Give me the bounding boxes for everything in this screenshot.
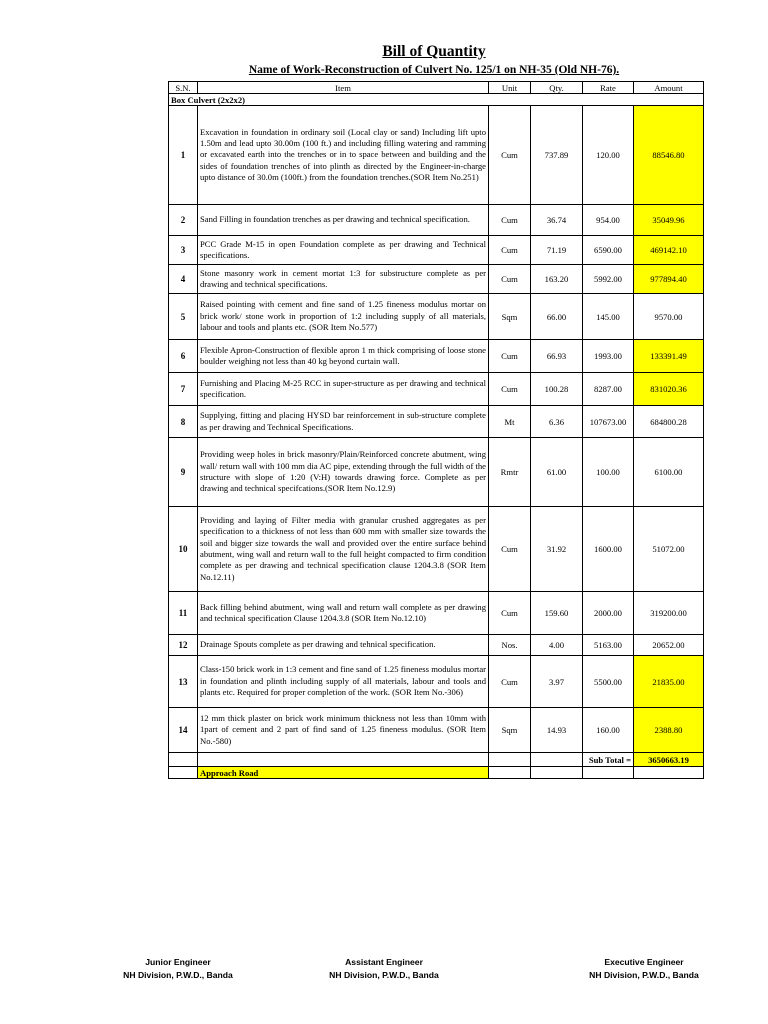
row-qty: 66.93 [531, 340, 583, 373]
row-rate: 954.00 [583, 205, 634, 236]
signature-office: NH Division, P.W.D., Banda [329, 970, 439, 981]
document-title: Bill of Quantity [382, 43, 486, 60]
row-amount: 9570.00 [634, 294, 704, 340]
row-rate: 160.00 [583, 708, 634, 753]
row-qty: 100.28 [531, 373, 583, 406]
row-rate: 107673.00 [583, 406, 634, 438]
row-unit: Cum [489, 340, 531, 373]
row-amount: 20652.00 [634, 635, 704, 656]
row-qty: 66.00 [531, 294, 583, 340]
table-row [169, 438, 704, 507]
signature-office: NH Division, P.W.D., Banda [123, 970, 233, 981]
row-unit: Cum [489, 592, 531, 635]
row-unit: Sqm [489, 708, 531, 753]
row-unit: Cum [489, 507, 531, 592]
row-qty: 6.36 [531, 406, 583, 438]
table-row [169, 106, 704, 205]
subtotal-label: Sub Total = [583, 753, 634, 767]
row-sn: 12 [169, 635, 198, 656]
row-sn: 1 [169, 106, 198, 205]
signature-title: Junior Engineer [145, 957, 211, 967]
row-sn: 8 [169, 406, 198, 438]
row-sn: 5 [169, 294, 198, 340]
subtotal-row [169, 753, 704, 767]
row-sn: 11 [169, 592, 198, 635]
subtotal-value: 3650663.19 [634, 753, 704, 767]
row-amount: 977894.40 [634, 265, 704, 294]
row-amount: 88546.80 [634, 106, 704, 205]
row-item-description: Raised pointing with cement and fine sand of 1.25 fineness modulus mortar on brick work/ stone work in proportion of 1:2 including supply of all materials, labour and tools and plants etc. (SOR Item No.577) [198, 294, 489, 340]
table-row [169, 406, 704, 438]
col-header-unit: Unit [489, 82, 531, 94]
row-qty: 61.00 [531, 438, 583, 507]
approach-road-label: Approach Road [198, 767, 489, 779]
col-header-qty: Qty. [531, 82, 583, 94]
row-amount: 319200.00 [634, 592, 704, 635]
row-item-description: Providing weep holes in brick masonry/Plain/Reinforced concrete abutment, wing wall/ return wall with 100 mm dia AC pipe, extending through the full width of the structure with slope of 1:20 (V:H) towards drawing force. Complete as per drawing and technical specifcations.(SOR Item No.12.9) [198, 438, 489, 507]
row-rate: 5500.00 [583, 656, 634, 708]
row-sn: 14 [169, 708, 198, 753]
table-row [169, 265, 704, 294]
row-item-description: Excavation in foundation in ordinary soil (Local clay or sand) Including lift upto 1.50m and lead upto 30.00m (100 ft.) and including filling watering and ramming or excavated earth into the trenches or in to space between and building and the sides of foundation trenches of into plinth as directed by the Engineer-in-charge upto distance of 30.0m (100ft.) from the foundation trenches.(SOR Item No.251) [198, 106, 489, 205]
row-item-description: Stone masonry work in cement mortat 1:3 for substructure complete as per drawing and technical specifications. [198, 265, 489, 294]
row-amount: 2388.80 [634, 708, 704, 753]
table-row [169, 656, 704, 708]
row-rate: 1600.00 [583, 507, 634, 592]
col-header-item: Item [198, 82, 489, 94]
empty-cell [489, 753, 531, 767]
table-row [169, 635, 704, 656]
row-qty: 31.92 [531, 507, 583, 592]
row-unit: Cum [489, 106, 531, 205]
row-unit: Cum [489, 236, 531, 265]
row-item-description: Class-150 brick work in 1:3 cement and fine sand of 1.25 fineness modulus mortar in foundation and plinth including supply of all materials, labour and tools and plants etc. Required for proper completion of the work. (SOR Item No.-306) [198, 656, 489, 708]
row-amount: 35049.96 [634, 205, 704, 236]
row-sn: 7 [169, 373, 198, 406]
row-unit: Cum [489, 205, 531, 236]
row-unit: Sqm [489, 294, 531, 340]
table-row [169, 507, 704, 592]
row-amount: 133391.49 [634, 340, 704, 373]
row-rate: 6590.00 [583, 236, 634, 265]
row-rate: 5992.00 [583, 265, 634, 294]
col-header-amount: Amount [634, 82, 704, 94]
row-item-description: Back filling behind abutment, wing wall and return wall complete as per drawing and technical specification Clause 1204.3.8 (SOR Item No.12.10) [198, 592, 489, 635]
row-item-description: Sand Filling in foundation trenches as per drawing and technical specification. [198, 205, 489, 236]
row-item-description: Supplying, fitting and placing HYSD bar reinforcement in sub-structure complete as per drawing and Technical Specifications. [198, 406, 489, 438]
empty-cell [198, 753, 489, 767]
signature-office: NH Division, P.W.D., Banda [589, 970, 699, 981]
table-row [169, 592, 704, 635]
row-sn: 4 [169, 265, 198, 294]
section-label: Box Culvert (2x2x2) [169, 94, 704, 106]
row-amount: 469142.10 [634, 236, 704, 265]
table-row [169, 340, 704, 373]
row-item-description: Drainage Spouts complete as per drawing and tehnical specification. [198, 635, 489, 656]
row-amount: 51072.00 [634, 507, 704, 592]
empty-cell [489, 767, 531, 779]
row-unit: Rmtr [489, 438, 531, 507]
row-unit: Cum [489, 265, 531, 294]
row-item-description: Providing and laying of Filter media with granular crushed aggregates as per specification to a thickness of not less than 600 mm with smaller size towards the soil and bigger size towards the wall and provided over the entire surface behind abutment, wing wall and return wall to the full height compacted to firm condition complete as per drawing and technical specification clause 1204.3.8 (SOR Item No.12.11) [198, 507, 489, 592]
col-header-rate: Rate [583, 82, 634, 94]
row-sn: 9 [169, 438, 198, 507]
signature-title: Assistant Engineer [345, 957, 423, 967]
row-unit: Mt [489, 406, 531, 438]
row-rate: 1993.00 [583, 340, 634, 373]
signature-assistant-engineer [274, 956, 494, 983]
boq-table [168, 81, 704, 779]
row-qty: 3.97 [531, 656, 583, 708]
row-unit: Cum [489, 656, 531, 708]
table-row [169, 236, 704, 265]
row-qty: 4.00 [531, 635, 583, 656]
signature-title: Executive Engineer [604, 957, 684, 967]
row-item-description: Furnishing and Placing M-25 RCC in super-structure as per drawing and technical specification. [198, 373, 489, 406]
row-item-description: PCC Grade M-15 in open Foundation complete as per drawing and Technical specifications. [198, 236, 489, 265]
row-amount: 6100.00 [634, 438, 704, 507]
row-sn: 13 [169, 656, 198, 708]
row-sn: 6 [169, 340, 198, 373]
approach-road-row [169, 767, 704, 779]
row-item-description: 12 mm thick plaster on brick work minimum thickness not less than 10mm with 1part of cement and 2 part of find sand of 1.25 fineness modulus. (SOR Item No.-580) [198, 708, 489, 753]
empty-cell [169, 753, 198, 767]
row-rate: 8287.00 [583, 373, 634, 406]
row-amount: 684800.28 [634, 406, 704, 438]
row-rate: 100.00 [583, 438, 634, 507]
row-qty: 163.20 [531, 265, 583, 294]
col-header-sn: S.N. [169, 82, 198, 94]
row-unit: Nos. [489, 635, 531, 656]
empty-cell [583, 767, 634, 779]
row-sn: 2 [169, 205, 198, 236]
row-item-description: Flexible Apron-Construction of flexible apron 1 m thick comprising of loose stone boulder weighing not less than 40 kg beyond curtain wall. [198, 340, 489, 373]
row-qty: 71.19 [531, 236, 583, 265]
row-sn: 10 [169, 507, 198, 592]
row-rate: 5163.00 [583, 635, 634, 656]
signature-executive-engineer [534, 956, 754, 983]
table-row [169, 373, 704, 406]
document-subtitle: Name of Work-Reconstruction of Culvert No. 125/1 on NH-35 (Old NH-76). [248, 64, 620, 76]
table-row [169, 205, 704, 236]
table-row [169, 708, 704, 753]
empty-cell [634, 767, 704, 779]
row-sn: 3 [169, 236, 198, 265]
signature-junior-engineer [68, 956, 288, 983]
header-row [169, 82, 704, 94]
row-amount: 831020.36 [634, 373, 704, 406]
empty-cell [169, 767, 198, 779]
row-qty: 14.93 [531, 708, 583, 753]
empty-cell [531, 753, 583, 767]
row-amount: 21835.00 [634, 656, 704, 708]
table-row [169, 294, 704, 340]
row-rate: 145.00 [583, 294, 634, 340]
row-rate: 2000.00 [583, 592, 634, 635]
row-qty: 159.60 [531, 592, 583, 635]
row-qty: 737.89 [531, 106, 583, 205]
row-qty: 36.74 [531, 205, 583, 236]
empty-cell [531, 767, 583, 779]
row-rate: 120.00 [583, 106, 634, 205]
section-row [169, 94, 704, 106]
row-unit: Cum [489, 373, 531, 406]
